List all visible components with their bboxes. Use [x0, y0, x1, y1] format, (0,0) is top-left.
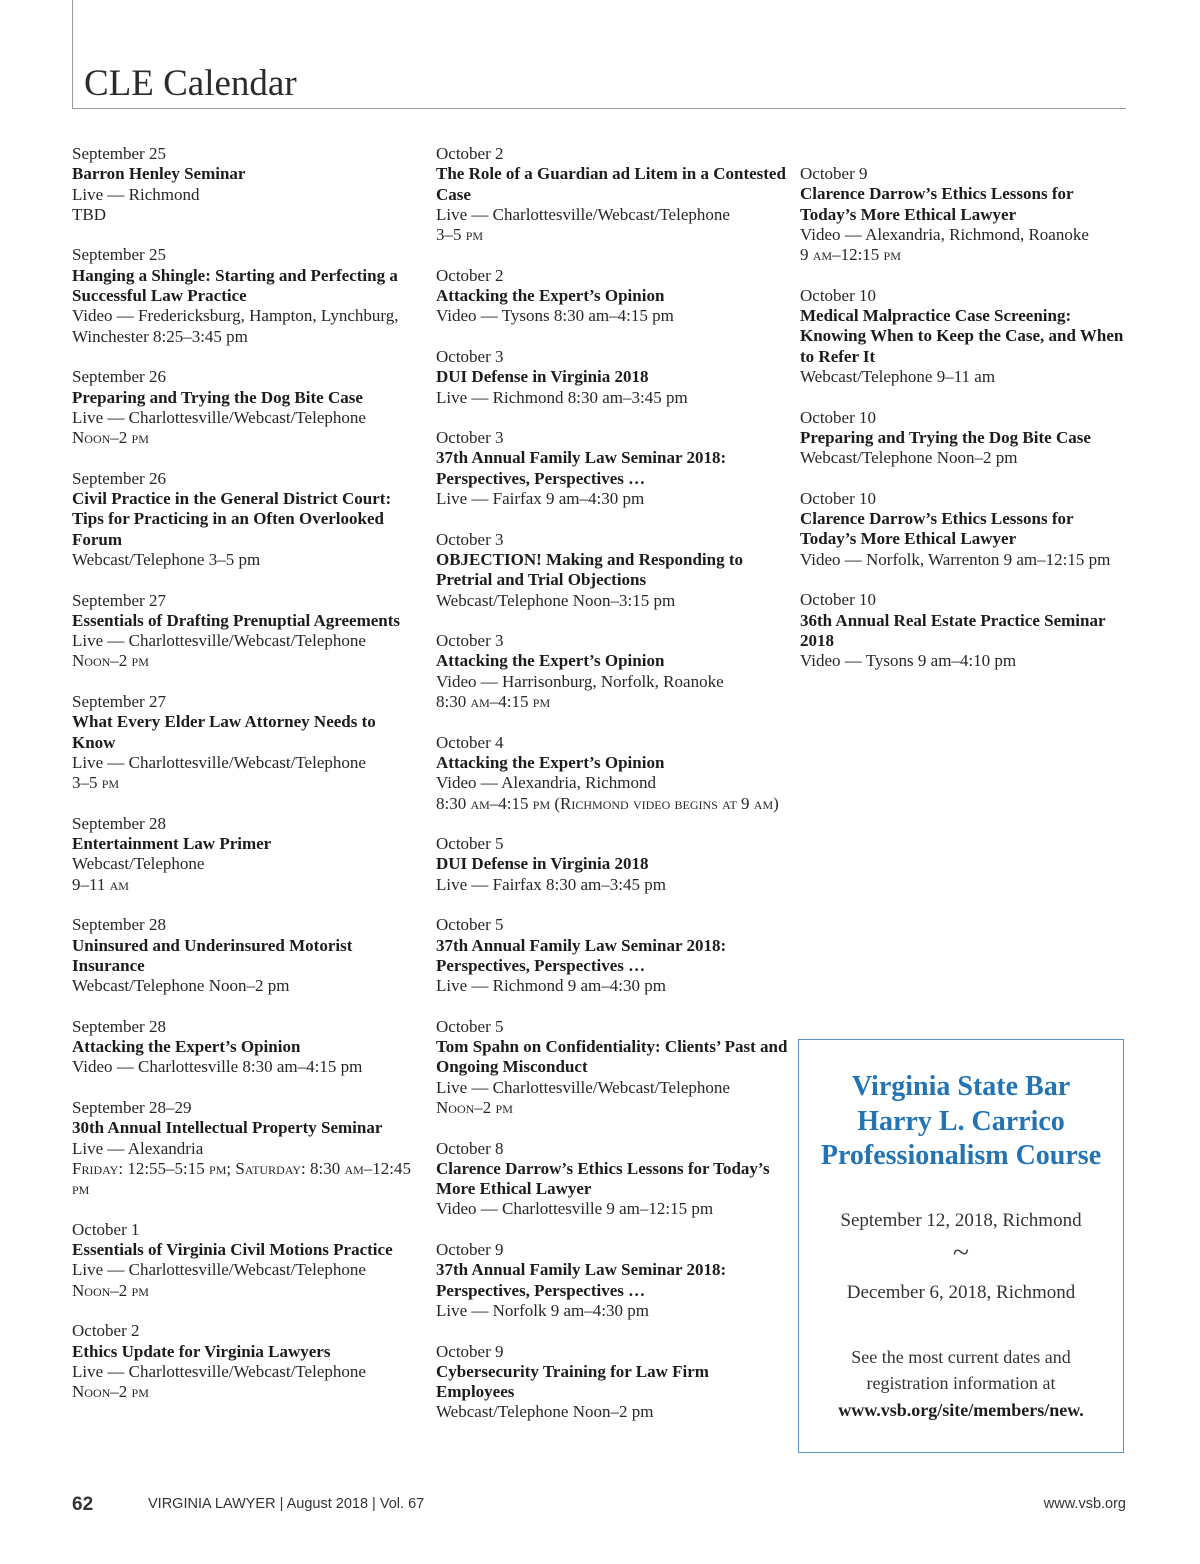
- event-title: OBJECTION! Making and Responding to Pretrial and Trial Objections: [436, 549, 744, 590]
- event-date: October 4: [436, 732, 504, 752]
- promo-title-line: Professionalism Course: [820, 1140, 1102, 1171]
- promo-info-line: See the most current dates and: [851, 1346, 1071, 1367]
- event-time: Noon–2 pm: [72, 428, 149, 448]
- header-vertical-rule: [72, 0, 73, 108]
- event-title: Attacking the Expert’s Opinion: [436, 651, 665, 671]
- calendar-entry: [72, 245, 422, 346]
- event-location: Live — Charlottesville/Webcast/Telephone: [72, 1260, 366, 1280]
- event-location: Video — Tysons 9 am–4:10 pm: [800, 651, 1017, 671]
- calendar-entry: [436, 1017, 788, 1118]
- calendar-entry: [72, 469, 422, 570]
- event-time: Noon–2 pm: [72, 1280, 149, 1300]
- calendar-column-3: [800, 164, 1130, 692]
- event-title: Hanging a Shingle: Starting and Perfecting a Successful Law Practice: [72, 265, 398, 306]
- event-title: Attacking the Expert’s Opinion: [72, 1037, 301, 1057]
- page-number: 62: [72, 1494, 94, 1515]
- event-date: October 3: [436, 631, 504, 651]
- calendar-entry: [436, 347, 788, 408]
- event-title: DUI Defense in Virginia 2018: [436, 854, 649, 874]
- calendar-entry: [800, 164, 1130, 265]
- promo-date-1: September 12, 2018, Richmond: [840, 1209, 1082, 1231]
- event-date: October 3: [436, 428, 504, 448]
- event-location: Live — Fairfax 9 am–4:30 pm: [436, 489, 645, 509]
- promo-title: [799, 1070, 1123, 1174]
- promo-info-line: registration information at: [866, 1373, 1056, 1393]
- event-title: The Role of a Guardian ad Litem in a Contested Case: [436, 164, 786, 204]
- promo-title-line: Virginia State Bar: [851, 1071, 1071, 1102]
- event-date: October 1: [72, 1219, 140, 1239]
- event-date: October 3: [436, 529, 504, 549]
- event-title: Clarence Darrow’s Ethics Lessons for Today’s More Ethical Lawyer: [436, 1158, 770, 1199]
- event-time: Friday: 12:55–5:15 pm; Saturday: 8:30 am–12:45 pm: [72, 1158, 412, 1199]
- event-location: Video — Charlottesville 8:30 am–4:15 pm: [72, 1057, 363, 1077]
- event-location: Live — Charlottesville/Webcast/Telephone: [72, 1361, 366, 1381]
- event-date: October 8: [436, 1138, 504, 1158]
- calendar-entry: [72, 144, 422, 225]
- event-location: Live — Fairfax 8:30 am–3:45 pm: [436, 874, 666, 894]
- event-date: October 2: [72, 1321, 140, 1341]
- tilde-separator: ~: [952, 1235, 970, 1269]
- event-location: Video — Alexandria, Richmond, Roanoke: [800, 224, 1089, 244]
- calendar-entry: [800, 489, 1130, 570]
- event-date: September 28–29: [72, 1097, 192, 1117]
- calendar-entry: [72, 1220, 422, 1301]
- event-location: Webcast/Telephone 3–5 pm: [72, 549, 261, 569]
- event-date: October 9: [436, 1341, 504, 1361]
- event-location: Live — Richmond 9 am–4:30 pm: [436, 976, 666, 996]
- event-date: September 26: [72, 468, 166, 488]
- event-date: September 28: [72, 915, 166, 935]
- page-footer: [72, 1494, 1126, 1518]
- event-location: Live — Norfolk 9 am–4:30 pm: [436, 1300, 649, 1320]
- calendar-entry: [436, 144, 788, 245]
- calendar-entry: [72, 915, 422, 996]
- event-title: Entertainment Law Primer: [72, 834, 272, 854]
- promo-info: [799, 1344, 1123, 1397]
- event-location: Video — Norfolk, Warrenton 9 am–12:15 pm: [800, 549, 1111, 569]
- event-date: October 3: [436, 346, 504, 366]
- event-time: Noon–2 pm: [72, 651, 149, 671]
- promo-title-line: Harry L. Carrico: [857, 1105, 1065, 1137]
- professionalism-course-box: [798, 1039, 1124, 1453]
- event-time: 8:30 am–4:15 pm: [436, 692, 551, 712]
- calendar-entry: [72, 692, 422, 793]
- event-location: Live — Richmond: [72, 184, 200, 204]
- event-location: Webcast/Telephone 9–11 am: [800, 366, 996, 386]
- event-time: TBD: [72, 204, 106, 224]
- event-location: Webcast/Telephone Noon–3:15 pm: [436, 590, 676, 610]
- event-title: Clarence Darrow’s Ethics Lessons for Today’s More Ethical Lawyer: [800, 509, 1074, 549]
- event-time: 3–5 pm: [436, 225, 484, 245]
- event-date: September 28: [72, 1016, 166, 1036]
- event-title: Civil Practice in the General District Court: Tips for Practicing in an Often Overlooked Forum: [72, 489, 392, 549]
- calendar-entry: [436, 631, 788, 712]
- event-title: Preparing and Trying the Dog Bite Case: [800, 427, 1091, 447]
- event-title: Attacking the Expert’s Opinion: [436, 752, 665, 772]
- event-date: October 2: [436, 144, 504, 163]
- calendar-entry: [436, 1139, 788, 1220]
- event-title: DUI Defense in Virginia 2018: [436, 367, 649, 387]
- header-rule: [72, 108, 1126, 109]
- publication-info: VIRGINIA LAWYER | August 2018 | Vol. 67: [148, 1496, 425, 1512]
- calendar-entry: [72, 814, 422, 895]
- event-title: Cybersecurity Training for Law Firm Employees: [436, 1361, 709, 1402]
- calendar-entry: [72, 367, 422, 448]
- event-title: Essentials of Virginia Civil Motions Practice: [72, 1240, 393, 1260]
- calendar-entry: [436, 266, 788, 327]
- event-location: Video — Alexandria, Richmond: [436, 773, 656, 793]
- calendar-entry: [800, 408, 1130, 469]
- event-title: Clarence Darrow’s Ethics Lessons for Today’s More Ethical Lawyer: [800, 184, 1074, 224]
- event-date: October 5: [436, 1016, 504, 1036]
- event-date: October 10: [800, 488, 877, 508]
- website-link[interactable]: www.vsb.org: [1043, 1496, 1126, 1512]
- event-title: 30th Annual Intellectual Property Seminar: [72, 1118, 383, 1138]
- calendar-entry: [436, 530, 788, 611]
- event-location: Live — Richmond 8:30 am–3:45 pm: [436, 387, 688, 407]
- calendar-entry: [72, 1321, 422, 1402]
- calendar-entry: [436, 1240, 788, 1321]
- event-location: Live — Charlottesville/Webcast/Telephone: [72, 407, 366, 427]
- calendar-entry: [436, 915, 788, 996]
- event-title: 37th Annual Family Law Seminar 2018: Perspectives, Perspectives …: [436, 1260, 727, 1300]
- event-location: Video — Tysons 8:30 am–4:15 pm: [436, 306, 674, 326]
- promo-date-2: December 6, 2018, Richmond: [846, 1281, 1076, 1303]
- event-location: Video — Charlottesville 9 am–12:15 pm: [436, 1199, 714, 1219]
- calendar-entry: [436, 1342, 788, 1423]
- event-title: Essentials of Drafting Prenuptial Agreements: [72, 610, 401, 630]
- event-time: Noon–2 pm: [72, 1382, 149, 1402]
- event-date: October 9: [436, 1240, 504, 1260]
- event-time: 9 am–12:15 pm: [800, 245, 901, 265]
- event-location: Live — Charlottesville/Webcast/Telephone: [72, 631, 366, 651]
- event-location: Live — Charlottesville/Webcast/Telephone: [436, 1077, 730, 1097]
- event-date: October 10: [800, 590, 877, 610]
- event-date: September 25: [72, 144, 166, 163]
- calendar-entry: [800, 590, 1130, 671]
- calendar-column-2: [436, 144, 788, 1443]
- event-title: Preparing and Trying the Dog Bite Case: [72, 387, 363, 407]
- event-title: 37th Annual Family Law Seminar 2018: Perspectives, Perspectives …: [436, 935, 727, 975]
- event-location: Webcast/Telephone Noon–2 pm: [72, 976, 290, 996]
- event-location: Webcast/Telephone Noon–2 pm: [800, 448, 1018, 468]
- event-location: Live — Charlottesville/Webcast/Telephone: [72, 752, 366, 772]
- calendar-entry: [72, 1017, 422, 1078]
- calendar-entry: [436, 428, 788, 509]
- event-title: What Every Elder Law Attorney Needs to Know: [72, 712, 376, 752]
- event-title: Attacking the Expert’s Opinion: [436, 286, 665, 306]
- event-title: 37th Annual Family Law Seminar 2018: Perspectives, Perspectives …: [436, 448, 727, 488]
- event-date: October 10: [800, 407, 877, 427]
- event-title: Tom Spahn on Confidentiality: Clients’ Past and Ongoing Misconduct: [436, 1037, 788, 1077]
- calendar-entry: [436, 733, 788, 814]
- calendar-entry: [800, 286, 1130, 387]
- event-date: September 26: [72, 367, 166, 387]
- event-date: September 27: [72, 692, 166, 712]
- event-time: 9–11 am: [72, 874, 129, 894]
- event-time: 8:30 am–4:15 pm (Richmond video begins at 9 am): [436, 793, 779, 813]
- calendar-entry: [72, 1098, 422, 1199]
- event-date: October 10: [800, 285, 877, 305]
- event-location: Webcast/Telephone Noon–2 pm: [436, 1402, 654, 1422]
- calendar-entry: [72, 591, 422, 672]
- promo-url-link[interactable]: www.vsb.org/site/members/new.: [838, 1399, 1084, 1420]
- event-date: October 5: [436, 834, 504, 854]
- calendar-entry: [436, 834, 788, 895]
- event-location: Webcast/Telephone: [72, 854, 205, 874]
- calendar-column-1: [72, 144, 422, 1423]
- event-location: Video — Harrisonburg, Norfolk, Roanoke: [436, 671, 724, 691]
- page-title: CLE Calendar: [84, 63, 297, 104]
- event-date: October 5: [436, 915, 504, 935]
- event-location: Live — Alexandria: [72, 1138, 204, 1158]
- event-location: Video — Fredericksburg, Hampton, Lynchburg, Winchester 8:25–3:45 pm: [72, 306, 399, 346]
- event-date: September 27: [72, 590, 166, 610]
- event-date: October 2: [436, 265, 504, 285]
- event-date: September 28: [72, 813, 166, 833]
- event-time: 3–5 pm: [72, 773, 120, 793]
- event-title: Uninsured and Underinsured Motorist Insurance: [72, 935, 353, 975]
- event-title: Barron Henley Seminar: [72, 164, 246, 184]
- event-date: October 9: [800, 164, 868, 183]
- event-title: Ethics Update for Virginia Lawyers: [72, 1341, 331, 1361]
- event-time: Noon–2 pm: [436, 1097, 513, 1117]
- event-title: Medical Malpractice Case Screening: Knowing When to Keep the Case, and When to Refer It: [800, 306, 1124, 366]
- event-title: 36th Annual Real Estate Practice Seminar 2018: [800, 610, 1106, 650]
- event-date: September 25: [72, 245, 166, 265]
- event-location: Live — Charlottesville/Webcast/Telephone: [436, 204, 730, 224]
